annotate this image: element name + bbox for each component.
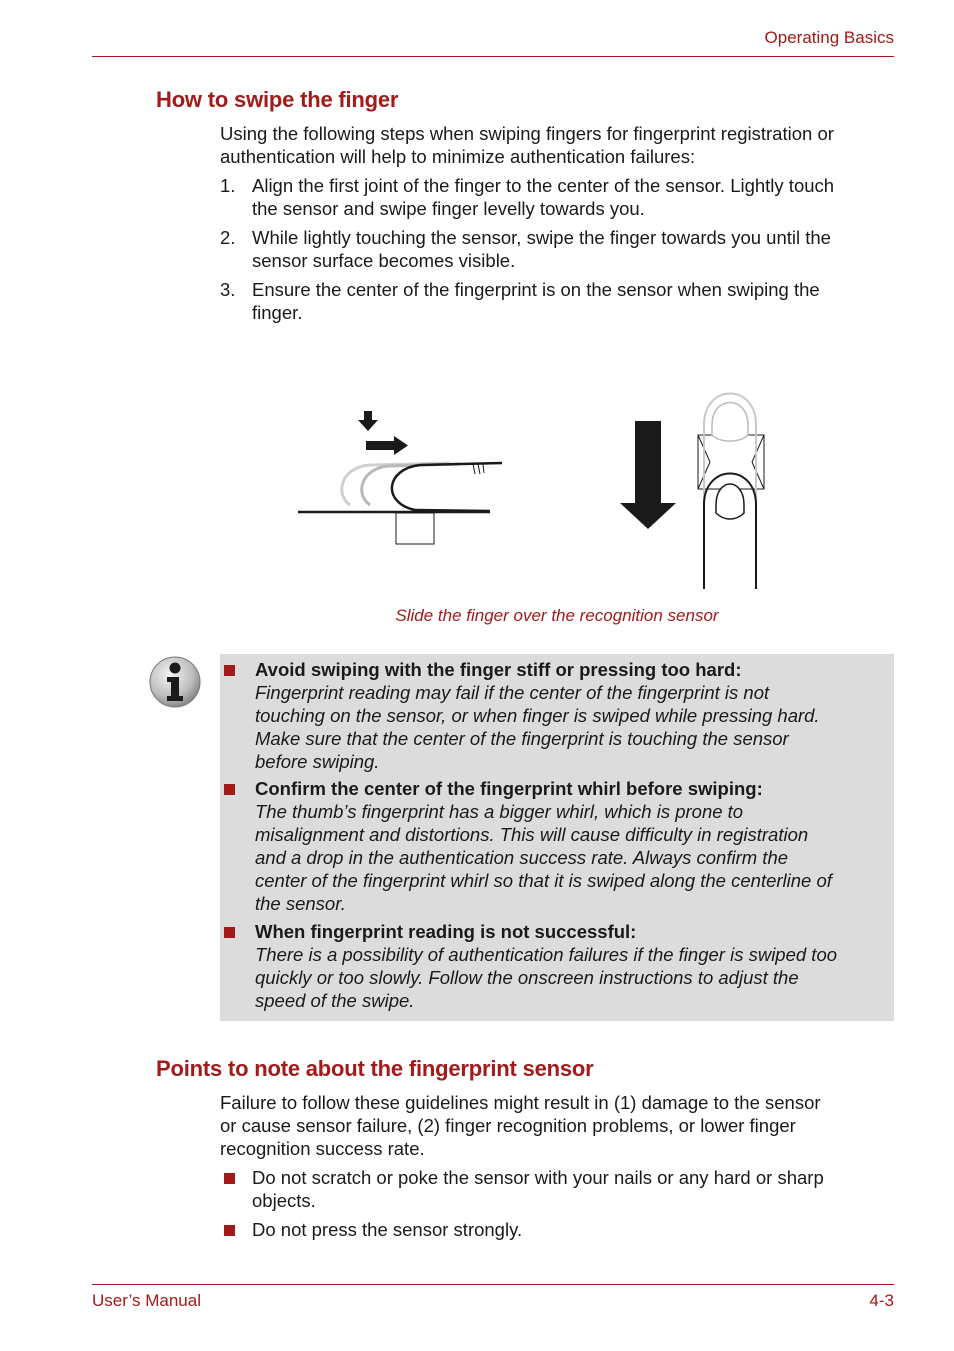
note-line: Fingerprint reading may fail if the center of the fingerprint is not bbox=[255, 682, 770, 703]
step-line: While lightly touching the sensor, swipe the finger towards you until the bbox=[252, 227, 831, 248]
footer-rule bbox=[92, 1284, 894, 1285]
bullet-square-icon bbox=[224, 784, 235, 795]
note-box bbox=[220, 654, 894, 1021]
note-line: quickly or too slowly. Follow the onscreen instructions to adjust the bbox=[255, 967, 799, 988]
step-line: finger. bbox=[252, 302, 303, 323]
section-heading-sensor-notes: Points to note about the fingerprint sensor bbox=[156, 1056, 594, 1081]
step-line: Ensure the center of the fingerprint is on the sensor when swiping the bbox=[252, 279, 820, 300]
note-title: When fingerprint reading is not successful: bbox=[255, 921, 637, 942]
intro-line: Using the following steps when swiping fingers for fingerprint registration or bbox=[220, 123, 834, 144]
right-arrow-icon bbox=[366, 436, 408, 455]
footer-manual-label: User’s Manual bbox=[92, 1291, 201, 1310]
list-line: Do not scratch or poke the sensor with your nails or any hard or sharp bbox=[252, 1167, 824, 1188]
note-line: There is a possibility of authentication failures if the finger is swiped too bbox=[255, 944, 838, 965]
note-body bbox=[255, 943, 891, 1012]
section-heading-swipe: How to swipe the finger bbox=[156, 87, 399, 112]
intro-line: authentication will help to minimize authentication failures: bbox=[220, 146, 696, 167]
header-rule bbox=[92, 56, 894, 57]
step-text bbox=[252, 174, 902, 220]
list-item-text bbox=[252, 1166, 902, 1212]
note-line: speed of the swipe. bbox=[255, 990, 415, 1011]
note-body bbox=[255, 800, 891, 915]
step-number: 3. bbox=[220, 279, 236, 300]
bullet-square-icon bbox=[224, 1173, 235, 1184]
intro-paragraph bbox=[220, 122, 900, 168]
info-icon bbox=[148, 655, 202, 709]
note-body bbox=[255, 681, 891, 773]
list-item-text bbox=[252, 1218, 902, 1241]
step-line: sensor surface becomes visible. bbox=[252, 250, 516, 271]
note-line: center of the fingerprint whirl so that it is swiped along the centerline of bbox=[255, 870, 832, 891]
step-line: the sensor and swipe finger levelly towards you. bbox=[252, 198, 645, 219]
step-line: Align the first joint of the finger to the center of the sensor. Lightly touch bbox=[252, 175, 835, 196]
intro-line: recognition success rate. bbox=[220, 1138, 425, 1159]
finger-swipe-illustration bbox=[290, 385, 780, 595]
note-title: Avoid swiping with the finger stiff or pressing too hard: bbox=[255, 659, 742, 680]
figure-caption: Slide the finger over the recognition sensor bbox=[395, 606, 719, 625]
running-header: Operating Basics bbox=[764, 28, 894, 47]
list-line: Do not press the sensor strongly. bbox=[252, 1219, 523, 1240]
note-line: Make sure that the center of the fingerprint is touching the sensor bbox=[255, 728, 789, 749]
sensor-intro-paragraph bbox=[220, 1091, 900, 1160]
page-number: 4-3 bbox=[869, 1291, 894, 1310]
bullet-square-icon bbox=[224, 1225, 235, 1236]
down-arrow-small-icon bbox=[358, 411, 378, 431]
note-title: Confirm the center of the fingerprint whirl before swiping: bbox=[255, 778, 763, 799]
note-line: touching on the sensor, or when finger is swiped while pressing hard. bbox=[255, 705, 820, 726]
note-line: the sensor. bbox=[255, 893, 346, 914]
down-arrow-large-icon bbox=[620, 421, 676, 529]
bullet-square-icon bbox=[224, 927, 235, 938]
step-number: 2. bbox=[220, 227, 236, 248]
note-line: before swiping. bbox=[255, 751, 380, 772]
step-text bbox=[252, 226, 902, 272]
note-line: and a drop in the authentication success rate. Always confirm the bbox=[255, 847, 789, 868]
note-line: The thumb’s fingerprint has a bigger whirl, which is prone to bbox=[255, 801, 744, 822]
bullet-square-icon bbox=[224, 665, 235, 676]
intro-line: Failure to follow these guidelines might result in (1) damage to the sensor bbox=[220, 1092, 821, 1113]
step-text bbox=[252, 278, 902, 324]
intro-line: or cause sensor failure, (2) finger recognition problems, or lower finger bbox=[220, 1115, 796, 1136]
note-line: misalignment and distortions. This will cause difficulty in registration bbox=[255, 824, 809, 845]
list-line: objects. bbox=[252, 1190, 316, 1211]
step-number: 1. bbox=[220, 175, 236, 196]
